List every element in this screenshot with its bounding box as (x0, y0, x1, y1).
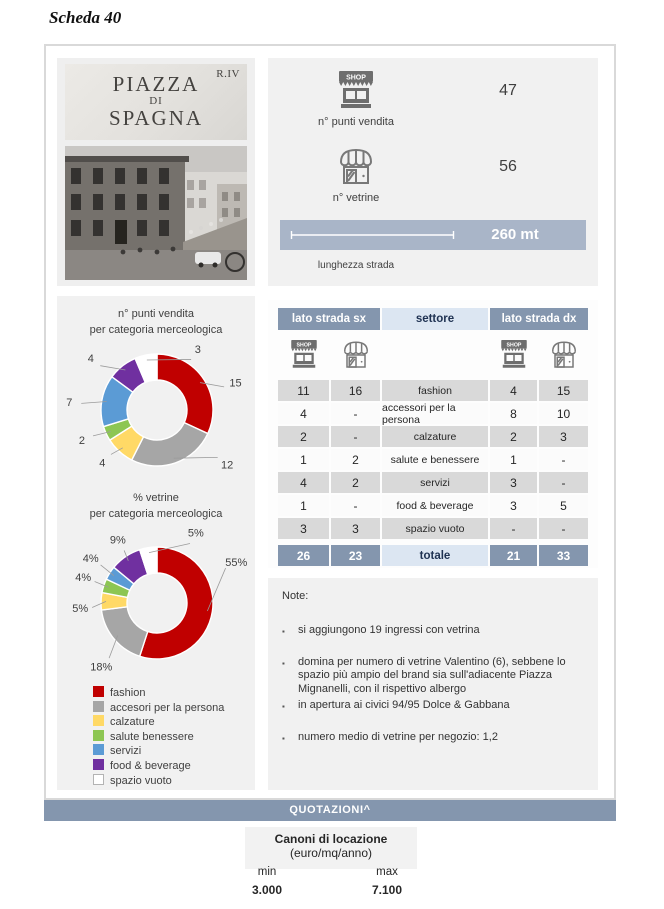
dx-shop-count: 3 (490, 495, 537, 516)
canoni-subtitle: (euro/mq/anno) (289, 846, 373, 860)
table-row (278, 403, 588, 424)
sx-vetrine-count: 2 (331, 472, 380, 493)
table-panel (268, 300, 598, 568)
legend-label: salute benessere (110, 730, 194, 743)
bullet-icon: ▪ (282, 627, 285, 636)
dx-shop-count: 3 (490, 472, 537, 493)
notes-list (282, 624, 582, 762)
sx-shop-total: 26 (278, 545, 329, 566)
note-item (282, 699, 582, 714)
sign-text-line3: SPAGNA (108, 106, 204, 130)
legend-label: calzature (110, 716, 155, 729)
street-length-label: lunghezza strada (317, 260, 395, 271)
dx-vetrine-count: - (539, 472, 588, 493)
svg-text:SHOP: SHOP (346, 74, 366, 82)
storefront-icon (338, 339, 374, 371)
data-label: 55% (225, 557, 248, 570)
dx-vetrine-count: - (539, 449, 588, 470)
punti-vendita-value: 47 (499, 82, 517, 99)
shop-icon (332, 70, 380, 112)
dx-vetrine-count: 5 (539, 495, 588, 516)
sign-district-badge: R.IV (216, 68, 240, 80)
page-title: Scheda 40 (49, 8, 122, 27)
sx-vetrine-count: - (331, 495, 380, 516)
legend-swatch (93, 730, 104, 741)
dx-shop-count: - (490, 518, 537, 539)
legend-item (93, 744, 224, 759)
data-label: 2 (78, 434, 85, 447)
data-label: 9% (109, 534, 126, 547)
dx-vetrine-total: 33 (539, 545, 588, 566)
sx-shop-count: 4 (278, 472, 329, 493)
donut-chart-punti-vendita (57, 342, 255, 482)
settore-name: salute e benessere (382, 449, 488, 470)
sign-text-line2: DI (149, 95, 163, 107)
dx-vetrine-count: 3 (539, 426, 588, 447)
legend-label: food & beverage (110, 759, 191, 772)
table-row (278, 495, 588, 516)
dx-shop-count: 4 (490, 380, 537, 401)
chart-legend (93, 686, 224, 788)
sx-shop-count: 2 (278, 426, 329, 447)
legend-swatch (93, 701, 104, 712)
bullet-icon: ▪ (282, 658, 285, 668)
legend-item (93, 730, 224, 745)
data-label: 7 (66, 396, 73, 409)
donut-slice-accesori-per-la-persona (101, 607, 147, 656)
header-lato-sx: lato strada sx (278, 308, 380, 330)
note-item (282, 731, 582, 746)
canoni-title: Canoni di locazione (274, 832, 388, 846)
donut-slice-fashion (157, 354, 213, 434)
shop-icon (496, 339, 532, 371)
sx-shop-count: 11 (278, 380, 329, 401)
table-header-row (278, 308, 588, 330)
donut-slice-accesori-per-la-persona (132, 423, 208, 466)
punti-vendita-label: n° punti vendita (318, 116, 394, 128)
legend-label: servizi (110, 745, 142, 758)
dx-shop-count: 1 (490, 449, 537, 470)
sx-vetrine-count: 3 (331, 518, 380, 539)
note-item (282, 656, 582, 697)
dx-shop-count: 8 (490, 403, 537, 424)
legend-label: fashion (110, 687, 146, 699)
legend-swatch (93, 744, 104, 755)
chart1-title: n° punti vendita per categoria merceologica (89, 308, 223, 336)
table-row (278, 380, 588, 401)
data-label: 12 (221, 459, 234, 472)
data-label: 5% (72, 602, 89, 615)
note-text: si aggiungono 19 ingressi con vetrina (298, 624, 480, 636)
piazza-photo (65, 146, 247, 280)
table-icon-row (278, 332, 588, 378)
ruler-icon (290, 230, 455, 240)
sign-text-line1: PIAZZA (112, 72, 200, 96)
legend-item (93, 759, 224, 774)
note-item (282, 624, 582, 639)
note-text: numero medio di vetrine per negozio: 1,2 (298, 730, 498, 743)
settore-name: fashion (382, 380, 488, 401)
data-label: 4 (99, 457, 106, 470)
legend-item (93, 715, 224, 730)
legend-swatch (93, 759, 104, 770)
donut-chart-vetrine (57, 527, 255, 678)
min-label: min (257, 866, 277, 878)
sx-vetrine-count: - (331, 403, 380, 424)
legend-swatch (93, 774, 104, 785)
max-value: 7.100 (371, 883, 403, 897)
data-label: 3 (194, 343, 201, 356)
note-text: in apertura ai civici 94/95 Dolce & Gabbana (298, 699, 510, 711)
vetrine-value: 56 (499, 158, 517, 175)
svg-text:SHOP: SHOP (296, 342, 311, 349)
table-total-row (278, 545, 588, 566)
table-row (278, 472, 588, 493)
data-label: 4 (87, 352, 94, 365)
dx-vetrine-count: - (539, 518, 588, 539)
dx-shop-count: 2 (490, 426, 537, 447)
charts-panel (57, 296, 255, 790)
data-label: 4% (82, 552, 99, 565)
storefront-icon (546, 339, 582, 371)
data-label: 4% (75, 572, 92, 585)
legend-item (93, 701, 224, 716)
legend-label: spazio vuoto (110, 774, 172, 787)
table-row (278, 449, 588, 470)
data-label: 18% (90, 661, 113, 674)
canoni-box (245, 827, 417, 869)
settore-name: servizi (382, 472, 488, 493)
settore-name: accessori per la persona (382, 403, 488, 424)
settore-name: calzature (382, 426, 488, 447)
legend-item (93, 686, 224, 701)
data-label: 5% (187, 527, 204, 540)
total-label: totale (382, 545, 488, 566)
chart2-title: % vetrine per categoria merceologica (89, 492, 223, 520)
legend-swatch (93, 715, 104, 726)
header-settore: settore (382, 308, 488, 330)
legend-swatch (93, 686, 104, 697)
street-sign (65, 64, 247, 140)
street-length-value: 260 mt (491, 226, 539, 243)
vetrine-label: n° vetrine (332, 192, 380, 204)
legend-label: accesori per la persona (110, 701, 225, 714)
quotazioni-header-bar: QUOTAZIONI^ (44, 800, 616, 821)
sx-vetrine-count: - (331, 426, 380, 447)
settore-name: spazio vuoto (382, 518, 488, 539)
note-text: domina per numero di vetrine Valentino (6), sebbene lo spazio più ampio del brand sia sull'adiacente Piazza Mignanelli, con il rispettivo albergo (298, 655, 566, 695)
notes-title: Note: (282, 590, 309, 602)
settore-name: food & beverage (382, 495, 488, 516)
street-length-bar (280, 220, 586, 250)
sx-vetrine-count: 16 (331, 380, 380, 401)
media-panel (57, 58, 255, 286)
header-lato-dx: lato strada dx (490, 308, 588, 330)
street-sides-table (278, 308, 588, 568)
dx-shop-total: 21 (490, 545, 537, 566)
legend-item (93, 774, 224, 789)
bullet-icon: ▪ (282, 733, 285, 743)
table-row (278, 426, 588, 447)
min-value: 3.000 (251, 883, 283, 897)
dx-vetrine-count: 15 (539, 380, 588, 401)
sx-shop-count: 3 (278, 518, 329, 539)
data-label: 15 (229, 377, 242, 390)
shop-icon (286, 339, 322, 371)
sx-vetrine-count: 2 (331, 449, 380, 470)
bullet-icon: ▪ (282, 702, 285, 711)
sx-shop-count: 1 (278, 495, 329, 516)
sx-vetrine-total: 23 (331, 545, 380, 566)
storefront-icon (332, 146, 380, 188)
stats-panel (268, 58, 598, 286)
table-row (278, 518, 588, 539)
sx-shop-count: 1 (278, 449, 329, 470)
max-label: max (376, 866, 398, 878)
notes-panel (268, 578, 598, 790)
svg-text:SHOP: SHOP (506, 342, 521, 349)
dx-vetrine-count: 10 (539, 403, 588, 424)
sx-shop-count: 4 (278, 403, 329, 424)
